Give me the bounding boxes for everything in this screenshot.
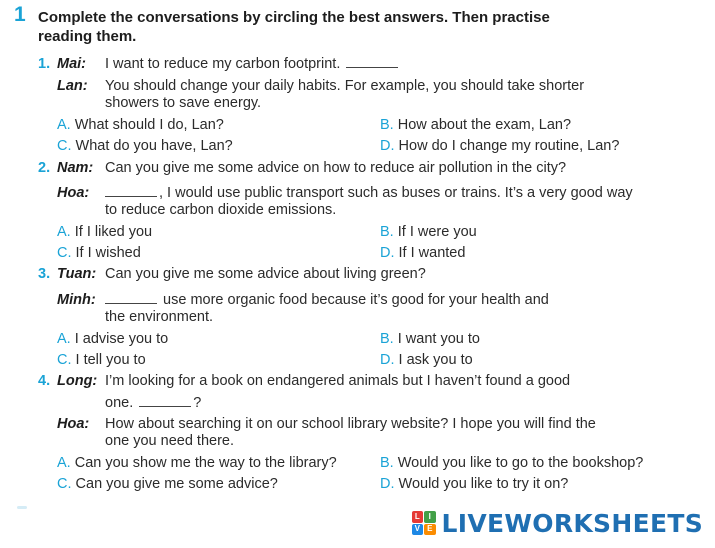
dialogue-line: I want to reduce my carbon footprint. [105, 56, 400, 73]
logo-letter-e: E [424, 524, 436, 536]
logo-letter-i: I [424, 511, 436, 523]
option-c[interactable]: C. What do you have, Lan? [57, 138, 233, 154]
option-a[interactable]: A. I advise you to [57, 331, 169, 347]
question-number: 4. [38, 373, 51, 389]
dialogue-line: one. ? [105, 395, 202, 411]
speaker-name: Hoa: [57, 185, 90, 201]
option-b[interactable]: B. I want you to [380, 331, 480, 347]
speaker-name: Lan: [57, 78, 88, 94]
dialogue-line: You should change your daily habits. For example, you should take shorter [105, 78, 585, 94]
option-d[interactable]: D. I ask you to [380, 352, 473, 368]
liveworksheets-logo-icon [412, 511, 436, 535]
speaker-name: Nam: [57, 160, 94, 176]
option-a[interactable]: A. If I liked you [57, 224, 153, 240]
question-number: 1. [38, 56, 51, 72]
brand-name: LIVEWORKSHEETS [441, 508, 703, 538]
option-b[interactable]: B. Would you like to go to the bookshop? [380, 455, 644, 471]
dialogue-line: one you need there. [105, 433, 234, 449]
answer-blank[interactable] [105, 185, 157, 197]
question-number: 3. [38, 266, 51, 282]
exercise-number: 1 [14, 3, 26, 26]
option-d[interactable]: D. Would you like to try it on? [380, 476, 569, 492]
logo-letter-v: V [412, 524, 424, 536]
answer-blank[interactable] [346, 56, 398, 68]
speaker-name: Minh: [57, 292, 96, 308]
answer-blank[interactable] [139, 395, 191, 407]
option-c[interactable]: C. Can you give me some advice? [57, 476, 278, 492]
speaker-name: Tuan: [57, 266, 97, 282]
dialogue-line: Can you give me some advice about living green? [105, 266, 426, 282]
option-b[interactable]: B. How about the exam, Lan? [380, 117, 572, 133]
option-b[interactable]: B. If I were you [380, 224, 477, 240]
answer-blank[interactable] [105, 292, 157, 304]
instruction-line-1: Complete the conversations by circling the best answers. Then practise [38, 9, 550, 26]
dialogue-line: How about searching it on our school library website? I hope you will find the [105, 416, 596, 432]
dialogue-line: the environment. [105, 309, 214, 325]
speaker-name: Hoa: [57, 416, 90, 432]
dialogue-line: , I would use public transport such as buses or trains. It’s a very good way [105, 185, 633, 202]
dialogue-line: showers to save energy. [105, 95, 262, 111]
dialogue-line: use more organic food because it’s good for your health and [105, 292, 549, 309]
option-d[interactable]: D. If I wanted [380, 245, 466, 261]
option-a[interactable]: A. What should I do, Lan? [57, 117, 224, 133]
option-a[interactable]: A. Can you show me the way to the library? [57, 455, 337, 471]
instruction-line-2: reading them. [38, 28, 137, 45]
dialogue-line: to reduce carbon dioxide emissions. [105, 202, 337, 218]
logo-letter-l: L [412, 511, 424, 523]
dialogue-line: I’m looking for a book on endangered animals but I haven’t found a good [105, 373, 571, 389]
option-c[interactable]: C. I tell you to [57, 352, 146, 368]
speaker-name: Long: [57, 373, 98, 389]
question-number: 2. [38, 160, 51, 176]
liveworksheets-logo[interactable] [412, 509, 703, 537]
decorative-mark [17, 506, 27, 509]
dialogue-line: Can you give me some advice on how to reduce air pollution in the city? [105, 160, 567, 176]
speaker-name: Mai: [57, 56, 86, 72]
option-d[interactable]: D. How do I change my routine, Lan? [380, 138, 620, 154]
option-c[interactable]: C. If I wished [57, 245, 141, 261]
